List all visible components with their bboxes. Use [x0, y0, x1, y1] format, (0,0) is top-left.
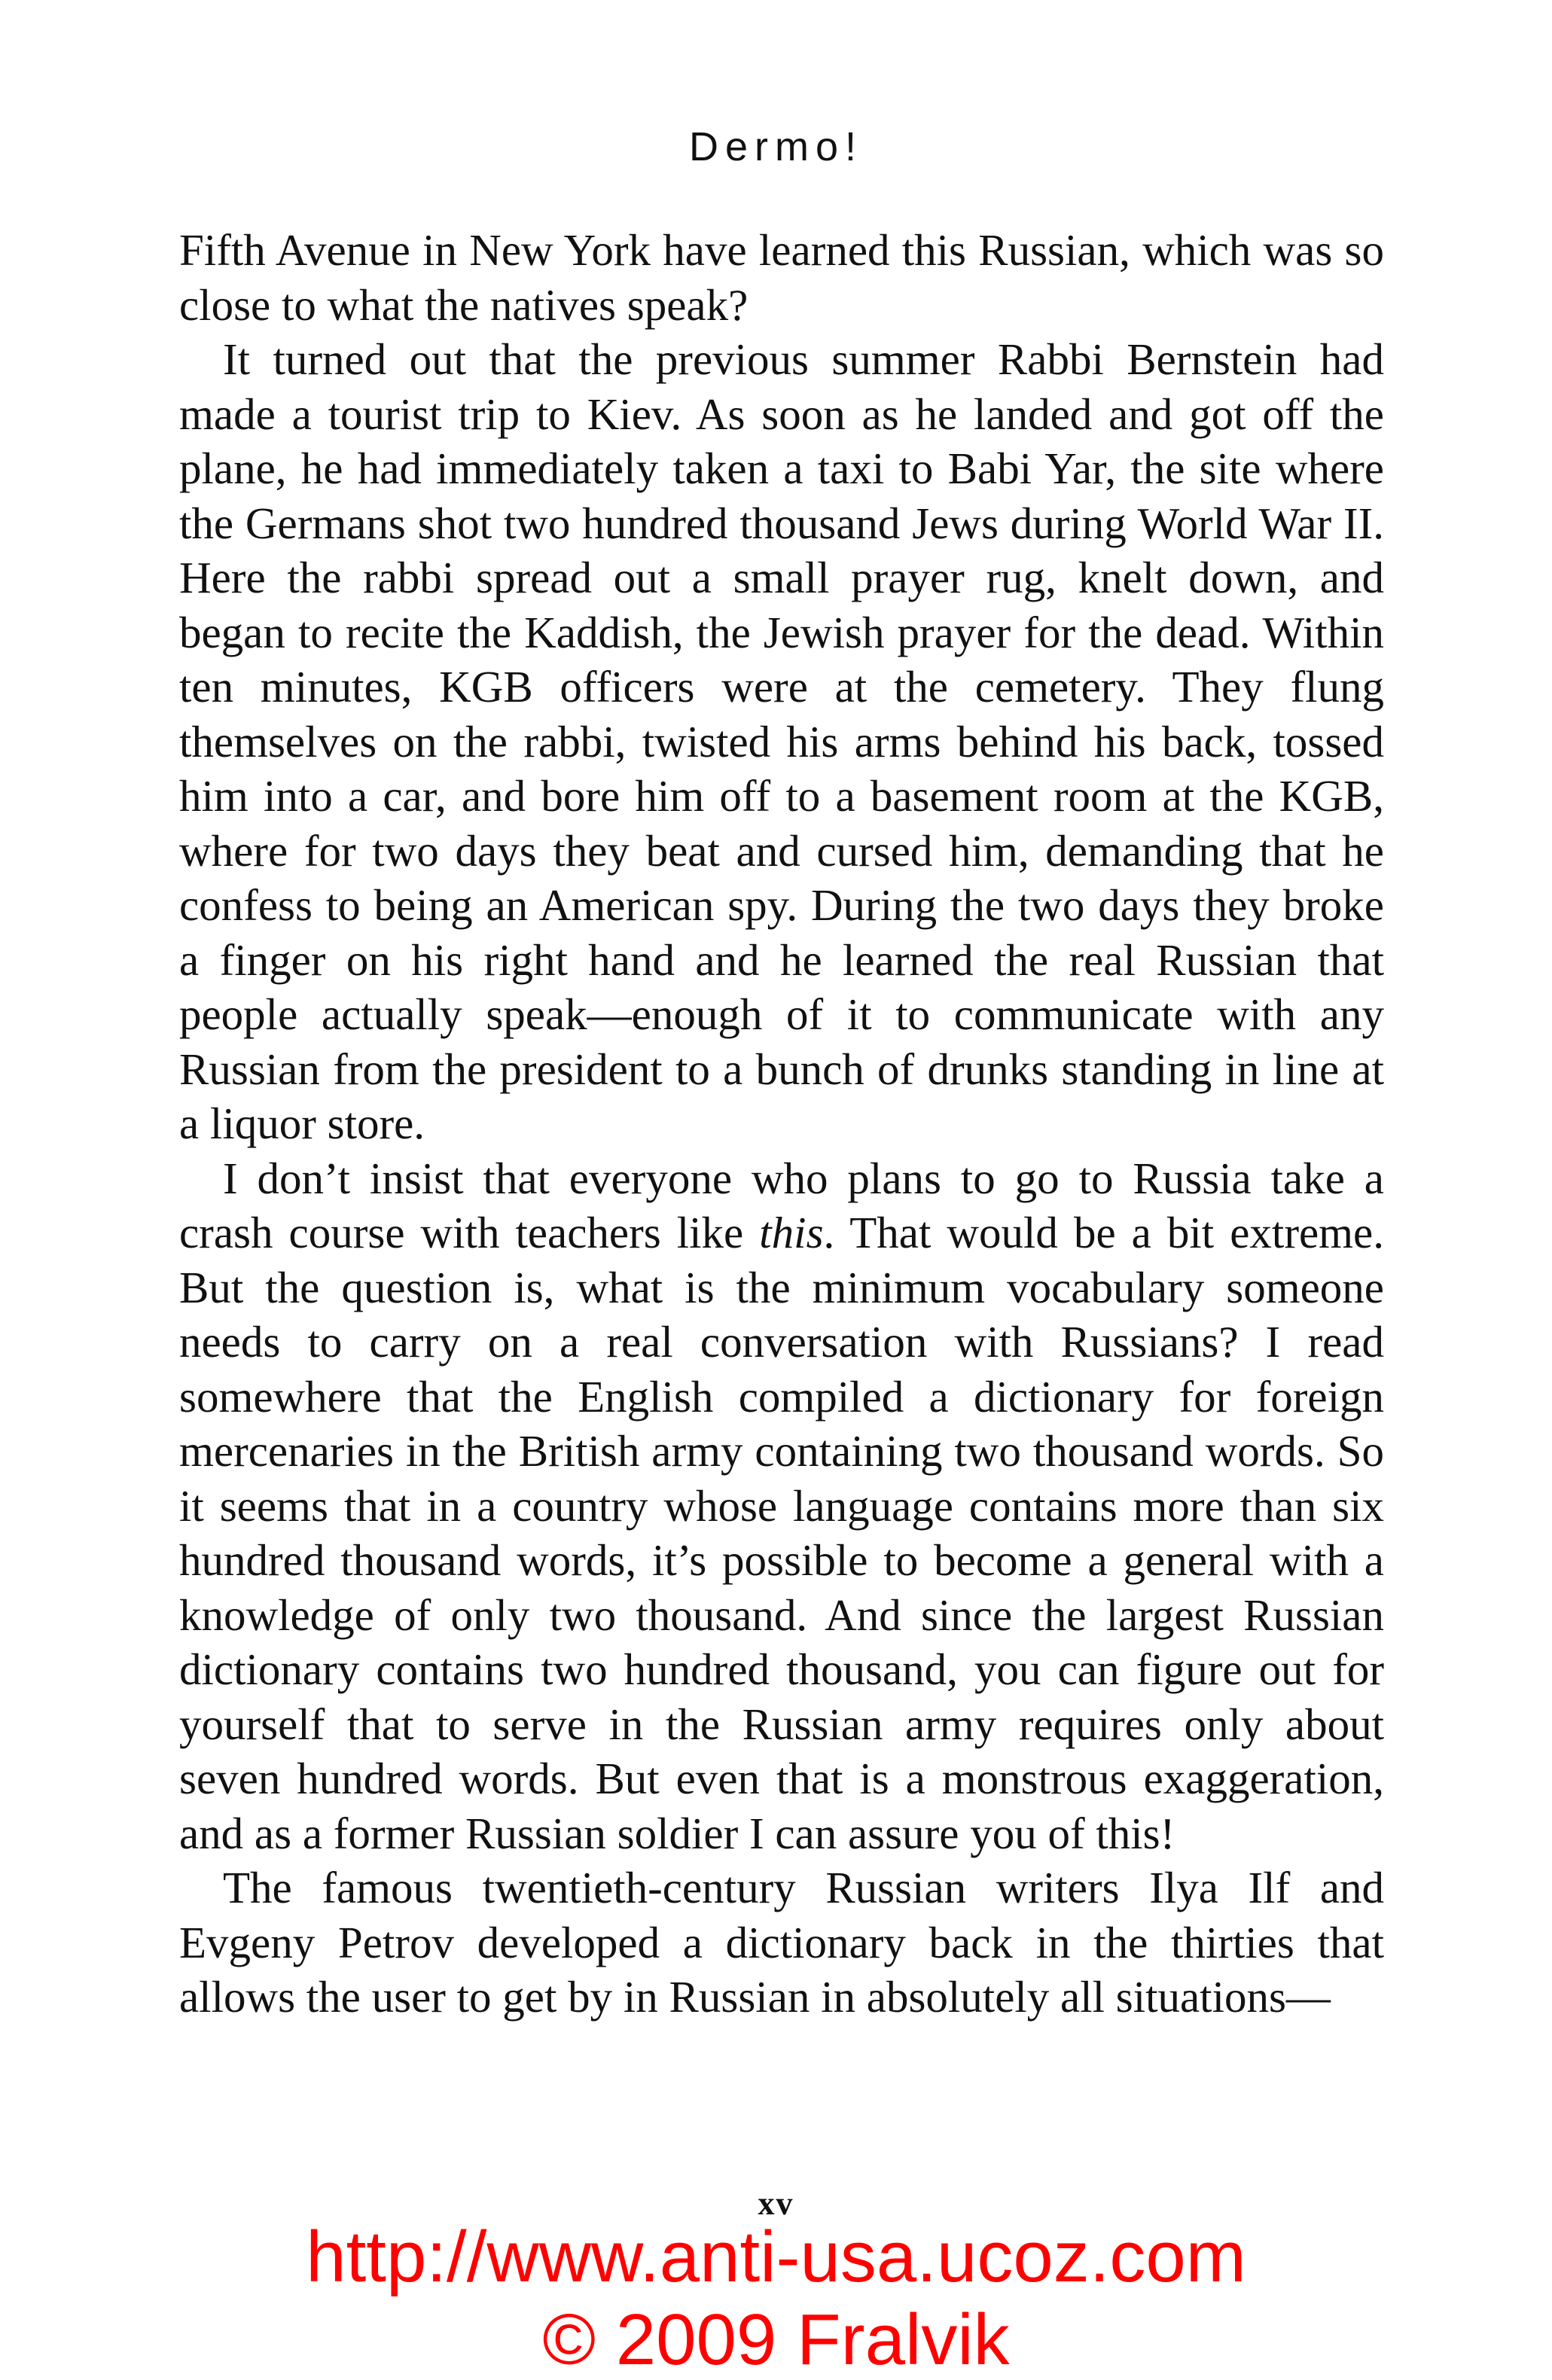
body-text — [179, 223, 1384, 2025]
paragraph-text: I don’t insist that everyone who plans to go to Russia take a crash course with teachers like — [179, 1153, 1384, 1257]
watermark-url: http://www.anti-usa.ucoz.com — [306, 2217, 1246, 2297]
italic-emphasis: this — [759, 1208, 824, 1257]
page-number: xv — [758, 2185, 794, 2222]
running-head-title: Dermo! — [688, 124, 864, 169]
paragraph-continued: Fifth Avenue in New York have learned this Russian, which was so close to what the natives speak? — [179, 225, 1384, 330]
watermark-copyright: © 2009 Fralvik — [542, 2299, 1010, 2380]
paragraph-rabbi-story: It turned out that the previous summer Rabbi Bernstein had made a tourist trip to Kiev. As soon as he landed and got off the plane, he had immediately taken a taxi to Babi Yar, the site where the Germans shot two hundred thousand Jews during World War II. Here the rabbi spread out a small prayer rug, knelt down, and began to recite the Kaddish, the Jewish prayer for the dead. Within ten minutes, KGB officers were at the cemetery. They flung themselves on the rabbi, twisted his arms behind his back, tossed him into a car, and bore him off to a basement room at the KGB, where for two days they beat and cursed him, demanding that he confess to being an American spy. During the two days they broke a finger on his right hand and he learned the real Russian that people actually speak—enough of it to communicate with any Russian from the president to a bunch of drunks standing in line at a liquor store. — [179, 334, 1384, 1148]
paragraph-text: . That would be a bit extreme. But the question is, what is the minimum vocabulary someone needs to carry on a real conversation with Russians? I read somewhere that the English compiled a dictionary for foreign mercenaries in the British army containing two thousand words. So it seems that in a country whose language contains more than six hundred thousand words, it’s possible to become a general with a knowledge of only two thousand. And since the largest Russian dictionary contains two hundred thousand, you can figure out for yourself that to serve in the Russian army requires only about seven hundred words. But even that is a monstrous exaggeration, and as a former Russian soldier I can assure you of this! — [179, 1208, 1384, 1858]
paragraph-vocabulary — [179, 1151, 1384, 1861]
paragraph-ilf-petrov: The famous twentieth-century Russian writers Ilya Ilf and Evgeny Petrov developed a dictionary back in the thirties that allows the user to get by in Russian in absolutely all situations— — [179, 1863, 1384, 2022]
